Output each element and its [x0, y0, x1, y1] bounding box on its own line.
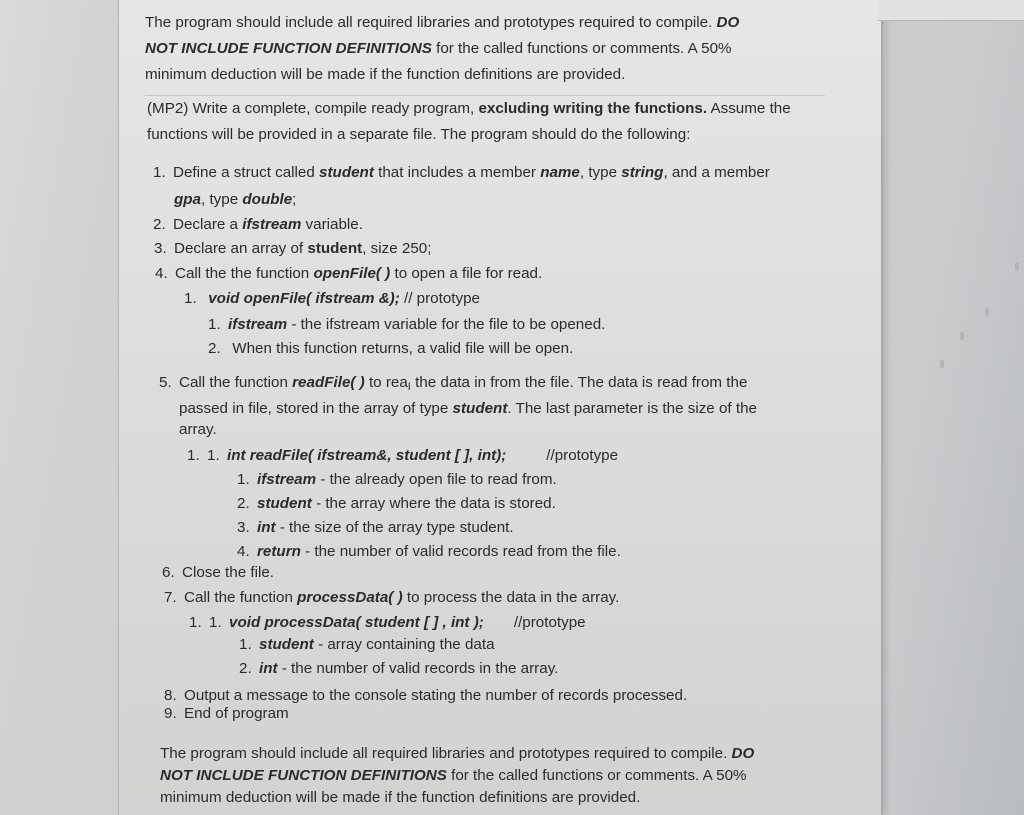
text-cursor-icon: I — [407, 381, 411, 393]
step-5-1-2: 2. student - the array where the data is stored. — [237, 495, 556, 512]
task-paragraph — [147, 96, 837, 148]
assignment-document — [145, 10, 825, 806]
step-4: 4. Call the the function openFile( ) to open a file for read. — [155, 265, 543, 282]
step-4-1-2: 2. When this function returns, a valid file will be open. — [208, 340, 574, 357]
outro-line-1: The program should include all required libraries and prototypes required to compile. DO — [160, 745, 755, 762]
intro-line-3: minimum deduction will be made if the function definitions are provided. — [145, 66, 626, 83]
background-card — [878, 0, 1024, 21]
paper-edge — [886, 0, 888, 815]
intro-line-2: NOT INCLUDE FUNCTION DEFINITIONS for the called functions or comments. A 50% — [145, 40, 732, 57]
step-7-1-2: 2. int - the number of valid records in the array. — [239, 660, 559, 677]
intro-paragraph — [145, 10, 825, 88]
step-1: 1. Define a struct called student that includes a member name, type string, and a member — [153, 164, 770, 181]
step-5-1-3: 3. int - the size of the array type student. — [237, 519, 514, 536]
step-5: 5. Call the function readFile( ) to reaI the data in from the file. The data is read from the — [159, 374, 748, 393]
step-5-1: 1. 1. int readFile( ifstream&, student [ ], int); //prototype — [187, 447, 619, 464]
step-6: 6. Close the file. — [162, 564, 275, 581]
step-4-1: 1. void openFile( ifstream &); // prototype — [184, 290, 480, 307]
task-line-1: (MP2) Write a complete, compile ready program, excluding writing the functions. Assume the — [147, 100, 791, 117]
screen-smudge — [940, 360, 944, 368]
task-line-2: functions will be provided in a separate file. The program should do the following: — [147, 126, 691, 143]
outro-line-3: minimum deduction will be made if the function definitions are provided. — [160, 789, 641, 806]
step-5-continued: passed in file, stored in the array of type student. The last parameter is the size of the — [179, 400, 757, 417]
outro-line-2: NOT INCLUDE FUNCTION DEFINITIONS for the called functions or comments. A 50% — [160, 767, 747, 784]
step-5-continued-2: array. — [179, 421, 217, 438]
intro-line-1: The program should include all required libraries and prototypes required to compile. DO — [145, 14, 740, 31]
step-7: 7. Call the function processData( ) to process the data in the array. — [164, 589, 620, 606]
closing-paragraph — [160, 743, 810, 809]
step-7-1: 1. 1. void processData( student [ ] , int ); //prototype — [189, 614, 586, 631]
step-5-1-4: 4. return - the number of valid records read from the file. — [237, 543, 621, 560]
step-8: 8. Output a message to the console stating the number of records processed. — [164, 687, 688, 704]
step-2: 2. Declare a ifstream variable. — [153, 216, 363, 233]
step-9: 9. End of program — [164, 705, 289, 722]
step-3: 3. Declare an array of student, size 250; — [154, 240, 432, 257]
screen-smudge — [1015, 262, 1019, 270]
step-7-1-1: 1. student - array containing the data — [239, 636, 495, 653]
step-4-1-1: 1. ifstream - the ifstream variable for the file to be opened. — [208, 316, 606, 333]
screen-smudge — [960, 332, 964, 340]
step-1-continued: gpa, type double; — [174, 191, 297, 208]
step-5-1-1: 1. ifstream - the already open file to read from. — [237, 471, 557, 488]
screen-smudge — [985, 308, 989, 316]
